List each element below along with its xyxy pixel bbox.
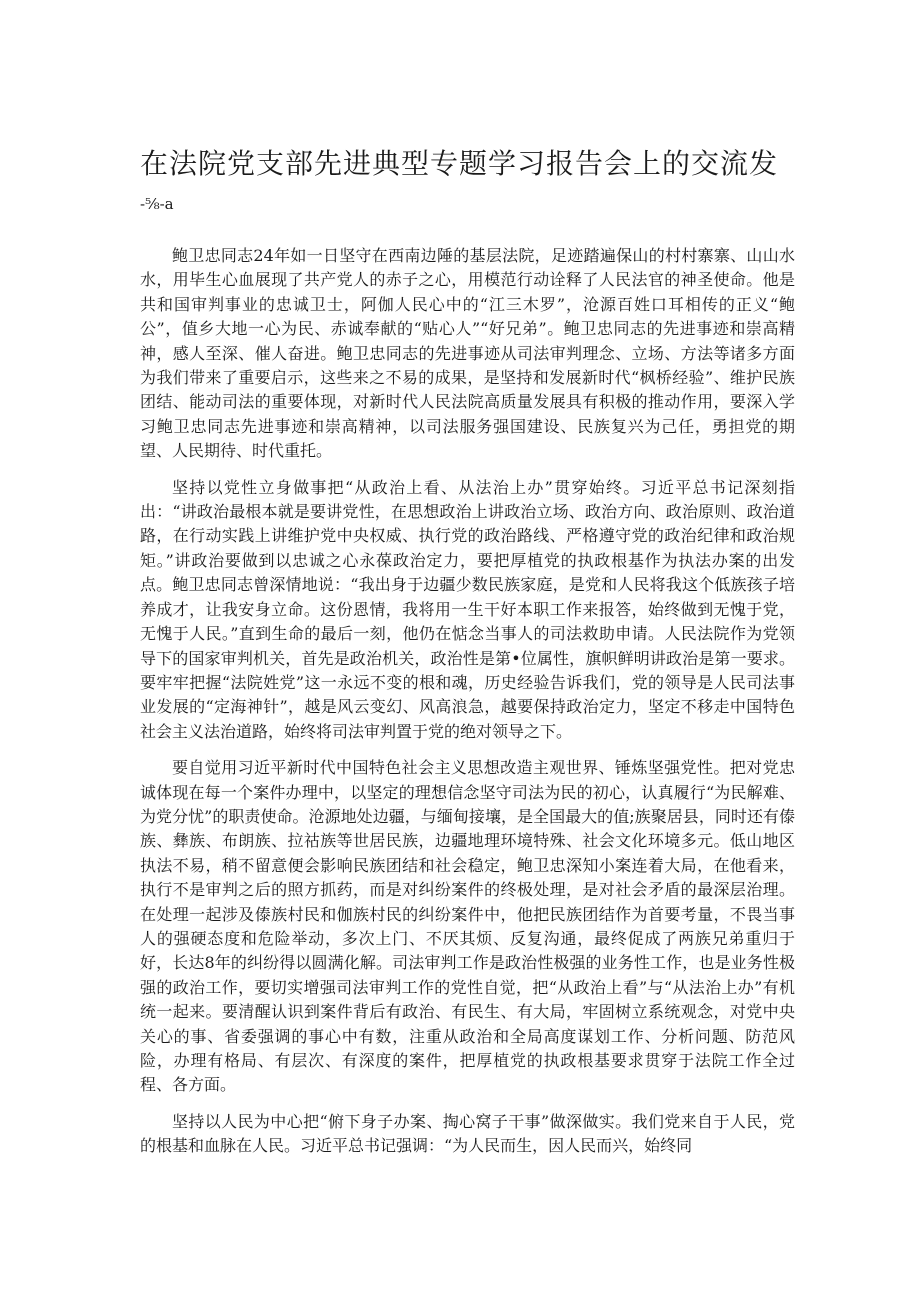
document-subtitle: -⅝-a	[140, 195, 174, 213]
paragraph-4: 坚持以人民为中心把“俯下身子办案、掏心窝子干事”做深做实。我们党来自于人民，党的根基和血脉在人民。习近平总书记强调：“为人民而生，因人民而兴，始终同	[140, 1111, 795, 1156]
paragraph-2: 坚持以党性立身做事把“从政治上看、从法治上办”贯穿始终。习近平总书记深刻指出：“讲政治最根本就是要讲党性，在思想政治上讲政治立场、政治方向、政治原则、政治道路，在行动实践上讲维护党中央权威、执行党的政治路线、严格遵守党的政治纪律和政治规矩。”讲政治要做到以忠诚之心永葆政治定力，要把厚植党的执政根基作为执法办案的出发点。鲍卫忠同志曾深情地说：“我出身于边疆少数民族家庭，是党和人民将我这个低族孩子培养成才，让我安身立命。这份恩情，我将用一生干好本职工作来报答，始终做到无愧于党，无愧于人民。”直到生命的最后一刻，他仍在惦念当事人的司法救助申请。人民法院作为党领导下的国家审判机关，首先是政治机关，政治性是第•位属性，旗帜鲜明讲政治是第一要求。要牢牢把握“法院姓党”这一永远不变的根和魂，历史经验告诉我们，党的领导是人民司法事业发展的“定海神针”，越是风云变幻、风高浪急，越要保持政治定力，坚定不移走中国特色社会主义法治道路，始终将司法审判置于党的绝对领导之下。	[140, 477, 795, 741]
paragraph-3: 要自觉用习近平新时代中国特色社会主义思想改造主观世界、锤炼坚强党性。把对党忠诚体现在每一个案件办理中，以坚定的理想信念坚守司法为民的初心，认真履行“为民解难、为党分忧”的职责使命。沧源地处边疆，与缅甸接壤，是全国最大的值;族聚居县，同时还有傣族、彝族、布朗族、拉祜族等世居民族，边疆地理环境特殊、社会文化环境多元。低山地区执法不易，稍不留意便会影响民族团结和社会稳定，鲍卫忠深知小案连着大局，在他看来，执行不是审判之后的照方抓药，而是对纠纷案件的终极处理，是对社会矛盾的最深层治理。在处理一起涉及傣族村民和伽族村民的纠纷案件中，他把民族团结作为首要考量，不畏当事人的强硬态度和危险举动，多次上门、不厌其烦、反复沟通，最终促成了两族兄弟重归于好，长达8年的纠纷得以圆满化解。司法审判工作是政治性极强的业务性工作，也是业务性极强的政治工作，要切实增强司法审判工作的党性自觉，把“从政治上看”与“从法治上办”有机统一起来。要清醒认识到案件背后有政治、有民生、有大局，牢固树立系统观念，对党中央关心的事、省委强调的事心中有数，注重从政治和全局高度谋划工作、分析问题、防范风险，办理有格局、有层次、有深度的案件，把厚植党的执政根基要求贯穿于法院工作全过程、各方面。	[140, 758, 795, 1095]
document-body	[140, 244, 795, 1171]
paragraph-1: 鲍卫忠同志24年如一日坚守在西南边陲的基层法院，足迹踏遍保山的村村寨寨、山山水水，用毕生心血展现了共产党人的赤子之心，用模范行动诠释了人民法官的神圣使命。他是共和国审判事业的忠诚卫士，阿伽人民心中的“江三木罗”，沧源百姓口耳相传的正义“鲍公”，值乡大地一心为民、赤诚奉献的“贴心人”“好兄弟”。鲍卫忠同志的先进事迹和崇高精神，感人至深、催人奋进。鲍卫忠同志的先进事迹从司法审判理念、立场、方法等诸多方面为我们带来了重要启示，这些来之不易的成果，是坚持和发展新时代“枫桥经验”、维护民族团结、能动司法的重要体现，对新时代人民法院高质量发展具有积极的推动作用，要深入学习鲍卫忠同志先进事迹和崇高精神，以司法服务强国建设、民族复兴为己任，勇担党的期望、人民期待、时代重托。	[140, 246, 795, 461]
document-title: 在法院党支部先进典型专题学习报告会上的交流发	[140, 147, 779, 180]
